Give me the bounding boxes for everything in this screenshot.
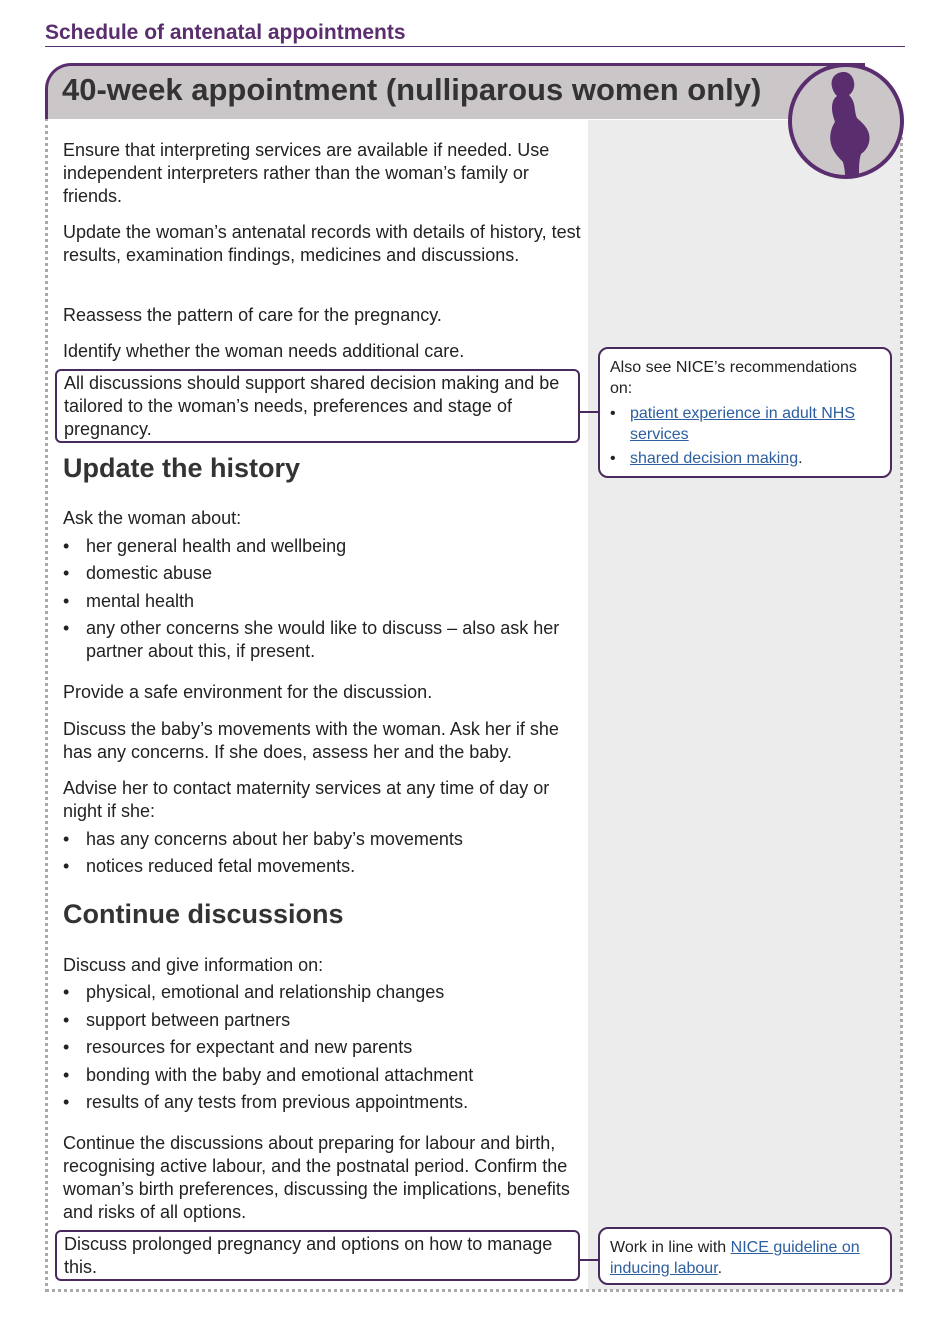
bullet-dot: • (63, 1092, 70, 1112)
bullet-dot: • (610, 450, 616, 467)
callout-shared-decision: All discussions should support shared decision making and be tailored to the woman’s needs, preferences and stage of pregnancy. (55, 369, 580, 443)
pregnant-woman-icon (787, 62, 905, 180)
bullet-dot: • (63, 856, 70, 876)
bullet-dot: • (610, 405, 616, 422)
heading-continue-discussions: Continue discussions (63, 899, 344, 929)
list-item-text: bonding with the baby and emotional attachment (86, 1065, 474, 1085)
intro-paragraph-2: Update the woman’s antenatal records with details of history, test results, examination findings, medicines and discussions. (63, 222, 581, 265)
intro-paragraph-1: Ensure that interpreting services are available if needed. Use independent interpreters rather than the woman’s family or friends. (63, 140, 550, 206)
callout-connector-2 (580, 1259, 598, 1261)
dotted-frame (45, 118, 903, 1292)
list-item-text: resources for expectant and new parents (86, 1037, 413, 1057)
sidebox-text: Work in line with (610, 1239, 731, 1256)
link-inducing-labour[interactable]: NICE guideline on inducing labour (610, 1239, 860, 1277)
discuss-intro: Discuss and give information on: (63, 955, 324, 975)
bullet-dot: • (63, 982, 70, 1002)
section-title: Schedule of antenatal appointments (45, 21, 406, 44)
list-item-text: any other concerns she would like to discuss – also ask her partner about this, if present. (86, 618, 560, 661)
callout-prolonged-pregnancy: Discuss prolonged pregnancy and options on how to manage this. (55, 1230, 580, 1281)
list-item-text: domestic abuse (86, 563, 213, 583)
paragraph-baby-movements: Discuss the baby’s movements with the woman. Ask her if she has any concerns. If she does, assess her and the baby. (63, 719, 559, 762)
bullet-dot: • (63, 618, 70, 638)
list-item-text: results of any tests from previous appointments. (86, 1092, 469, 1112)
sidebox-nice-recommendations (598, 347, 892, 478)
link-patient-experience[interactable]: patient experience in adult NHS services (630, 405, 856, 443)
paragraph-continue-discussions: Continue the discussions about preparing for labour and birth, recognising active labour, and the postnatal period. Confirm the woman’s birth preferences, discussing the implications, benefits and risks of all options. (63, 1133, 570, 1222)
sidebox-inducing-labour (598, 1227, 892, 1285)
bullet-dot: • (63, 1010, 70, 1030)
callout-connector-1 (580, 411, 598, 413)
bullet-dot: • (63, 1065, 70, 1085)
list-item-text: has any concerns about her baby’s movements (86, 829, 463, 849)
bullet-dot: • (63, 563, 70, 583)
ask-intro: Ask the woman about: (63, 508, 242, 528)
bullet-dot: • (63, 536, 70, 556)
sidebox-list-item (610, 403, 880, 445)
banner-title: 40-week appointment (nulliparous women only) (62, 72, 762, 107)
intro-paragraph-3: Reassess the pattern of care for the pregnancy. (63, 305, 442, 325)
end-punctuation: . (798, 450, 803, 467)
paragraph-advise-contact: Advise her to contact maternity services at any time of day or night if she: (63, 778, 550, 821)
heading-update-history: Update the history (63, 453, 301, 483)
title-rule (45, 46, 905, 47)
bullet-dot: • (63, 591, 70, 611)
list-item-text: her general health and wellbeing (86, 536, 347, 556)
sidebox-list-item (610, 448, 880, 469)
bullet-dot: • (63, 1037, 70, 1057)
list-item-text: mental health (86, 591, 195, 611)
intro-paragraph-4: Identify whether the woman needs additional care. (63, 341, 465, 361)
end-punctuation: . (717, 1260, 723, 1277)
list-item-text: notices reduced fetal movements. (86, 856, 356, 876)
paragraph-safe-environment: Provide a safe environment for the discussion. (63, 682, 433, 702)
list-item-text: physical, emotional and relationship changes (86, 982, 445, 1002)
list-item-text: support between partners (86, 1010, 291, 1030)
bullet-dot: • (63, 829, 70, 849)
sidebox-intro: Also see NICE’s recommendations on: (610, 359, 857, 397)
link-shared-decision-making[interactable]: shared decision making (630, 450, 799, 467)
